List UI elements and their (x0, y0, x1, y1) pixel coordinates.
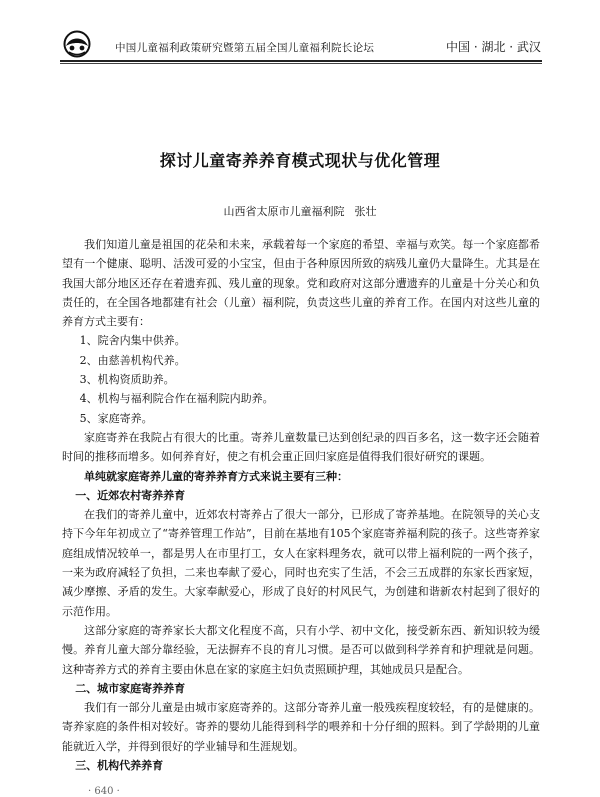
list-item: 1、院舍内集中供养。 (79, 334, 186, 348)
list-item: 4、机构与福利院合作在福利院内助养。 (79, 392, 274, 406)
section-heading-institution: 三、机构代养养育 (75, 759, 164, 773)
lead-paragraph: 单纯就家庭寄养儿童的寄养养育方式来说主要有三种： (84, 469, 348, 483)
foster-paragraph: 家庭寄养在我院占有很大的比重。寄养儿童数量已达到创纪录的四百多名，这一数字还会随着时间的推移而增多。如何养育好，使之有机会重正回归家庭是值得我们很好研究的课题。 (62, 430, 540, 464)
header-location: 中国 · 湖北 · 武汉 (446, 40, 541, 54)
section-heading-rural: 一、近郊农村寄养养育 (75, 488, 186, 502)
list-item: 2、由慈善机构代养。 (79, 353, 186, 367)
list-item: 3、机构资质助养。 (79, 373, 175, 387)
intro-paragraph: 我们知道儿童是祖国的花朵和未来，承载着每一个家庭的希望、幸福与欢笑。每一个家庭都希望有一个健康、聪明、活泼可爱的小宝宝，但由于各种原因所致的病残儿童仍大量降生。尤其是在我国大部分地区还存在着遗弃孤、残儿童的现象。党和政府对这部分遭遗弃的儿童是十分关心和负责任的，在全国各地都建有社会（儿童）福利院，负责这些儿童的养育工作。在国内对这些儿童的养育方式主要有： (62, 238, 540, 329)
article-body (62, 235, 540, 775)
page-number: · 640 · (88, 786, 120, 797)
page-header (0, 0, 600, 62)
header-title: 中国儿童福利政策研究暨第五届全国儿童福利院长论坛 (115, 42, 375, 54)
conference-logo-icon (60, 30, 94, 58)
author-line (0, 203, 600, 219)
header-divider-thin (60, 63, 542, 64)
rural-paragraph-2: 这部分家庭的寄养家长大都文化程度不高，只有小学、初中文化，接受新东西、新知识较为缓慢。养育儿童大部分靠经验，无法摒弃不良的育儿习惯。是否可以做到科学养育和护理就是问题。这种寄养方式的养育主要由休息在家的家庭主妇负责照顾护理，其她成员只是配合。 (62, 623, 540, 676)
article-title: 探讨儿童寄养养育模式现状与优化管理 (159, 151, 441, 170)
rural-paragraph-1: 在我们的寄养儿童中，近郊农村寄养占了很大一部分，已形成了寄养基地。在院领导的关心支持下今年年初成立了“寄养管理工作站”，目前在基地有105个家庭寄养福利院的孩子。这些寄养家庭组成情况较单一，都是男人在市里打工，女人在家料理务农，就可以带上福利院的一两个孩子，一来为政府减轻了负担，二来也奉献了爱心，同时也充实了生活，不会三五成群的东家长西家短，减少摩擦、矛盾的发生。大家奉献爱心，形成了良好的村风民气，为创建和谐新农村起到了很好的示范作用。 (62, 508, 540, 618)
header-divider (60, 60, 542, 62)
author-organization: 山西省太原市儿童福利院 (223, 205, 345, 218)
author-name: 张壮 (354, 205, 377, 218)
city-paragraph: 我们有一部分儿童是由城市家庭寄养的。这部分寄养儿童一般残疾程度较轻，有的是健康的。寄养家庭的条件相对较好。寄养的婴幼儿能得到科学的喂养和十分仔细的照料。到了学龄期的儿童能就近入学，并得到很好的学业辅导和生涯规划。 (62, 701, 540, 753)
list-item: 5、家庭寄养。 (79, 411, 153, 425)
section-heading-city: 二、城市家庭寄养养育 (75, 681, 186, 695)
